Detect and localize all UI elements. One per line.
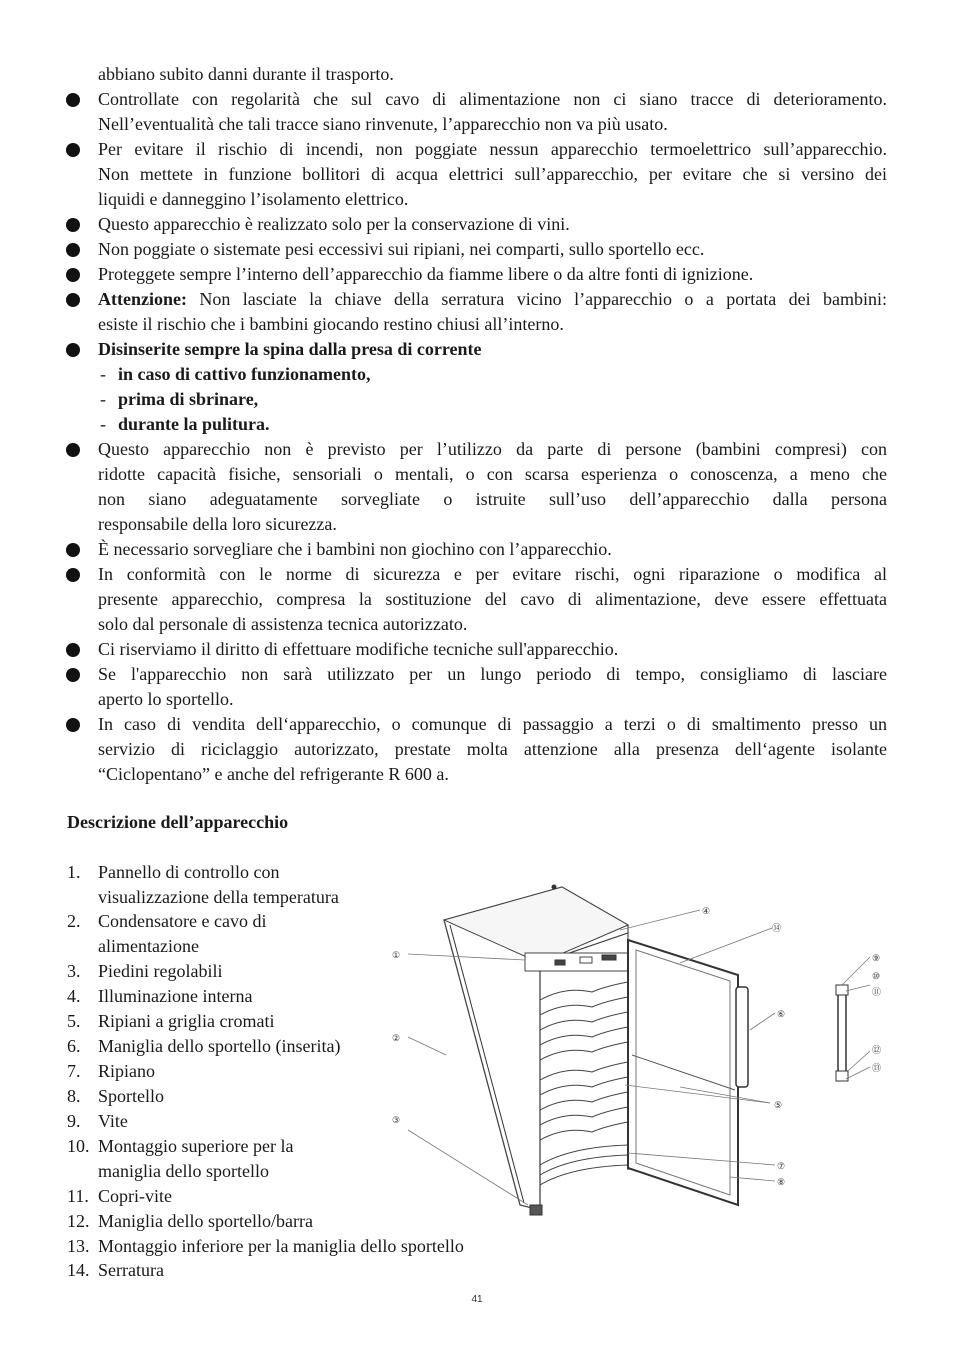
bullet-7-sub-2: prima di sbrinare, <box>118 389 259 409</box>
bullet-dot <box>66 143 80 157</box>
callout-4: ④ <box>702 906 711 916</box>
bullet-10-line-1: In conformità con le norme di sicurezza e per evitare rischi, ogni riparazione o modifica al <box>98 564 887 584</box>
dash: - <box>100 364 106 384</box>
list-number: 14. <box>67 1260 90 1280</box>
list-number: 11. <box>67 1186 89 1206</box>
open-door <box>628 940 748 1205</box>
bullet-4: Non poggiate o sistemate pesi eccessivi sui ripiani, nei comparti, sullo sportello ecc. <box>98 239 705 259</box>
bullet-13-line-2: servizio di riciclaggio autorizzato, prestate molta attenzione alla presenza dell‘agente isolante <box>98 739 887 759</box>
callout-6: ⑥ <box>777 1009 786 1019</box>
page-number: 41 <box>471 1294 483 1305</box>
bullet-8-line-4: responsabile della loro sicurezza. <box>98 514 337 534</box>
list-number: 2. <box>67 911 81 931</box>
bullet-11: Ci riserviamo il diritto di effettuare modifiche tecniche sull'apparecchio. <box>98 639 619 659</box>
callout-3: ③ <box>392 1115 401 1125</box>
cabinet-body <box>444 885 630 1215</box>
bullet-dot <box>66 718 80 732</box>
list-number: 3. <box>67 961 81 981</box>
list-item: alimentazione <box>98 936 199 956</box>
list-item: Copri-vite <box>98 1186 172 1206</box>
list-number: 5. <box>67 1011 81 1031</box>
list-item: Sportello <box>98 1086 164 1106</box>
bullet-10-line-2: presente apparecchio, compresa la sostituzione del cavo di alimentazione, deve essere effettuata <box>98 589 887 609</box>
bullet-2-line-1: Per evitare il rischio di incendi, non poggiate nessun apparecchio termoelettrico sull’apparecchio. <box>98 139 887 159</box>
callout-8: ⑧ <box>777 1177 786 1187</box>
bullet-dot <box>66 293 80 307</box>
bullet-8-line-2: ridotte capacità fisiche, sensoriali o mentali, o con scarsa esperienza o conoscenza, a meno che <box>98 464 887 484</box>
callout-12: ⑫ <box>872 1045 882 1055</box>
list-number: 7. <box>67 1061 81 1081</box>
list-number: 13. <box>67 1236 90 1256</box>
bullet-9: È necessario sorvegliare che i bambini non giochino con l’apparecchio. <box>98 539 612 559</box>
list-item: Montaggio superiore per la <box>98 1136 294 1156</box>
callout-13: ⑬ <box>872 1063 882 1073</box>
bullet-13-line-3: “Ciclopentano” e anche del refrigerante R 600 a. <box>98 764 449 784</box>
wine-racks <box>540 982 628 1185</box>
bullet-6-text: Non lasciate la chiave della serratura vicino l’apparecchio o a portata dei bambini: <box>186 289 887 309</box>
list-number: 10. <box>67 1136 90 1156</box>
bullet-dot <box>66 93 80 107</box>
bullet-12-line-1: Se l'apparecchio non sarà utilizzato per un lungo periodo di tempo, consigliamo di lasciare <box>98 664 887 684</box>
bullet-8-line-1: Questo apparecchio non è previsto per l’utilizzo da parte di persone (bambini compresi) con <box>98 439 887 459</box>
list-item: Condensatore e cavo di <box>98 911 267 931</box>
attention-label: Attenzione: <box>98 289 187 309</box>
wine-cooler-diagram <box>380 875 900 1225</box>
bullet-1-line-1: Controllate con regolarità che sul cavo di alimentazione non ci siano tracce di deterioramento. <box>98 89 887 109</box>
bullet-dot <box>66 543 80 557</box>
list-item: Pannello di controllo con <box>98 862 280 882</box>
dash: - <box>100 389 106 409</box>
bullet-8-line-3: non siano adeguatamente sorvegliate o istruite sull’uso dell’apparecchio dalla persona <box>98 489 887 509</box>
callout-11: ⑪ <box>872 987 882 997</box>
list-item: Illuminazione interna <box>98 986 253 1006</box>
list-item: Vite <box>98 1111 128 1131</box>
bullet-2-line-3: liquidi e danneggino l’isolamento elettrico. <box>98 189 409 209</box>
list-number: 1. <box>67 862 81 882</box>
callout-10: ⑩ <box>872 971 881 981</box>
list-item: maniglia dello sportello <box>98 1161 269 1181</box>
bullet-6-line-2: esiste il rischio che i bambini giocando restino chiusi all’interno. <box>98 314 564 334</box>
list-number: 9. <box>67 1111 81 1131</box>
list-item: Maniglia dello sportello/barra <box>98 1211 313 1231</box>
bullet-dot <box>66 343 80 357</box>
bullet-dot <box>66 568 80 582</box>
list-item: Serratura <box>98 1260 164 1280</box>
bullet-1-line-2: Nell’eventualità che tali tracce siano rinvenute, l’apparecchio non va più usato. <box>98 114 668 134</box>
section-heading: Descrizione dell’apparecchio <box>67 812 289 832</box>
list-number: 4. <box>67 986 81 1006</box>
bullet-dot <box>66 443 80 457</box>
bullet-dot <box>66 668 80 682</box>
callout-7: ⑦ <box>777 1161 786 1171</box>
bullet-5: Proteggete sempre l’interno dell’apparecchio da fiamme libere o da altre fonti di ignizione. <box>98 264 754 284</box>
list-item: Montaggio inferiore per la maniglia dello sportello <box>98 1236 464 1256</box>
door-handle-bar <box>836 985 848 1081</box>
bullet-dot <box>66 243 80 257</box>
callout-1: ① <box>392 950 401 960</box>
list-number: 12. <box>67 1211 90 1231</box>
continuation-line: abbiano subito danni durante il trasporto. <box>98 64 394 84</box>
bullet-3: Questo apparecchio è realizzato solo per la conservazione di vini. <box>98 214 570 234</box>
bullet-10-line-3: solo dal personale di assistenza tecnica autorizzato. <box>98 614 468 634</box>
list-item: Piedini regolabili <box>98 961 223 981</box>
callout-14: ⑭ <box>772 923 782 933</box>
bullet-dot <box>66 643 80 657</box>
callout-2: ② <box>392 1033 401 1043</box>
bullet-dot <box>66 218 80 232</box>
list-item: Maniglia dello sportello (inserita) <box>98 1036 341 1056</box>
bullet-dot <box>66 268 80 282</box>
bullet-6-line-1 <box>98 287 887 312</box>
bullet-7-sub-1: in caso di cattivo funzionamento, <box>118 364 371 384</box>
bullet-7: Disinserite sempre la spina dalla presa di corrente <box>98 339 482 359</box>
bullet-12-line-2: aperto lo sportello. <box>98 689 234 709</box>
callout-9: ⑨ <box>872 953 881 963</box>
list-item: visualizzazione della temperatura <box>98 887 339 907</box>
callout-5: ⑤ <box>774 1100 783 1110</box>
dash: - <box>100 414 106 434</box>
list-item: Ripiano <box>98 1061 155 1081</box>
list-item: Ripiani a griglia cromati <box>98 1011 275 1031</box>
bullet-13-line-1: In caso di vendita dell‘apparecchio, o comunque di passaggio a terzi o di smaltimento presso un <box>98 714 887 734</box>
list-number: 8. <box>67 1086 81 1106</box>
list-number: 6. <box>67 1036 81 1056</box>
bullet-7-sub-3: durante la pulitura. <box>118 414 270 434</box>
bullet-2-line-2: Non mettete in funzione bollitori di acqua elettrici sull’apparecchio, per evitare che si versino dei <box>98 164 887 184</box>
